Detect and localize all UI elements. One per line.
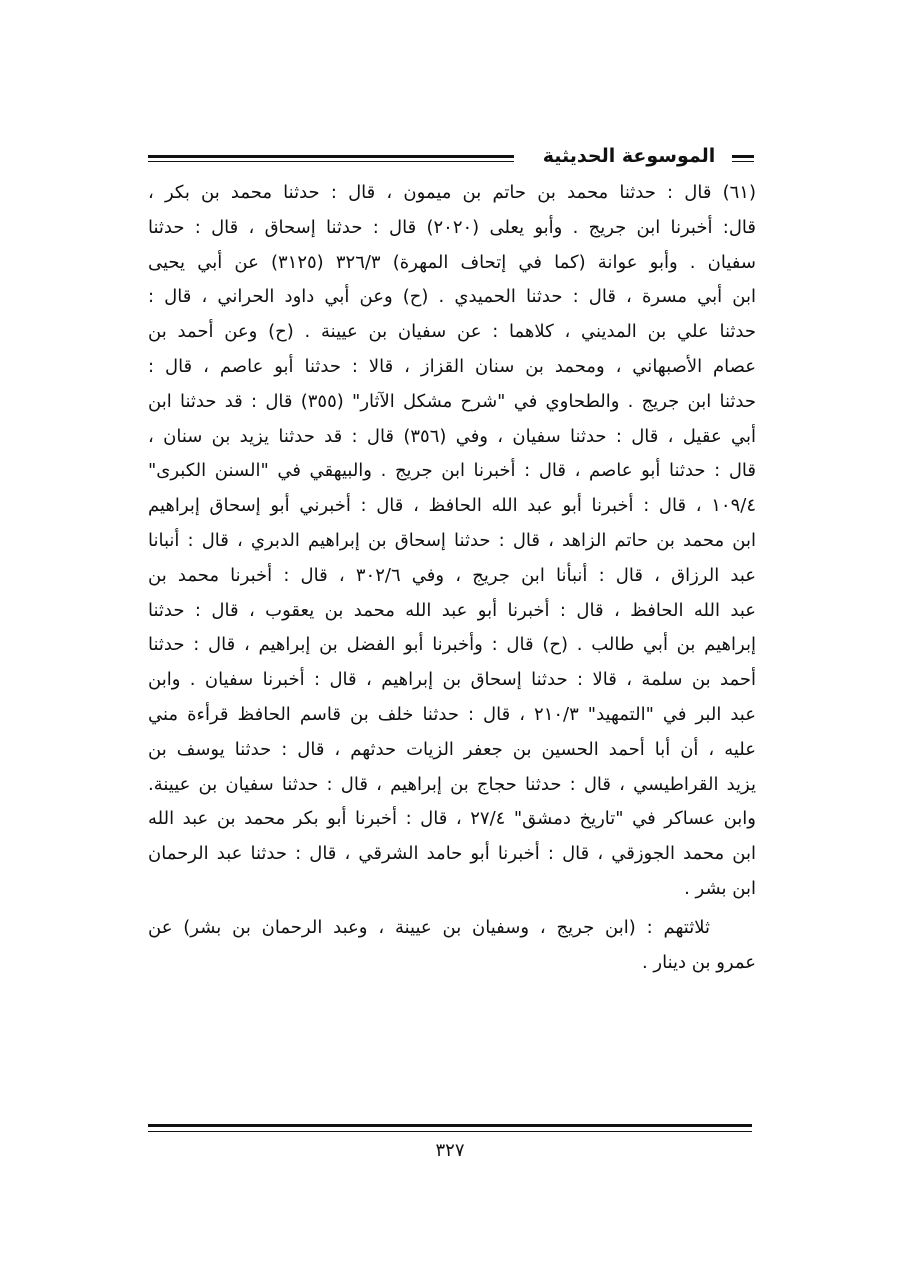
page-number: ٣٢٧ — [435, 1140, 465, 1161]
text-line: عصام الأصبهاني ، ومحمد بن سنان القزاز ، قالا : حدثنا أبو عاصم ، قال : — [148, 355, 756, 377]
text-line: عليه ، أن أبا أحمد الحسين بن جعفر الزيات حدثهم ، قال : حدثنا يوسف بن — [148, 738, 756, 760]
footer-rule — [148, 1124, 752, 1132]
text-line: حدثنا علي بن المديني ، كلاهما : عن سفيان بن عيينة . (ح) وعن أحمد بن — [148, 321, 756, 343]
paragraph-hadith-61 — [148, 176, 756, 907]
text-line: إبراهيم بن أبي طالب . (ح) قال : وأخبرنا أبو الفضل بن إبراهيم ، قال : حدثنا — [148, 634, 756, 656]
text-line: أحمد بن سلمة ، قالا : حدثنا إسحاق بن إبراهيم ، قال : أخبرنا سفيان . وابن — [148, 669, 756, 691]
text-line: عمرو بن دينار . — [641, 951, 756, 973]
text-line: ثلاثتهم : (ابن جريج ، وسفيان بن عيينة ، وعبد الرحمان بن بشر) عن — [148, 916, 710, 938]
text-line: ابن بشر . — [684, 877, 756, 899]
text-line: قال : حدثنا أبو عاصم ، قال : أخبرنا ابن جريج . والبيهقي في "السنن الكبرى" — [148, 460, 756, 482]
text-line: ابن أبي مسرة ، قال : حدثنا الحميدي . (ح) وعن أبي داود الحراني ، قال : — [148, 286, 756, 308]
text-line: عبد الله الحافظ ، قال : أخبرنا أبو عبد الله محمد بن يعقوب ، قال : حدثنا — [148, 599, 756, 621]
running-header — [148, 141, 754, 177]
paragraph-summary — [148, 911, 756, 981]
text-line: يزيد القراطيسي ، قال : حدثنا حجاج بن إبراهيم ، قال : حدثنا سفيان بن عيينة. — [148, 773, 756, 795]
text-line: عبد الرزاق ، قال : أنبأنا ابن جريج ، وفي ٣٠٢/٦ ، قال : أخبرنا محمد بن — [148, 564, 756, 586]
text-line: ابن محمد بن حاتم الزاهد ، قال : حدثنا إسحاق بن إبراهيم الدبري ، قال : أنبانا — [148, 529, 756, 551]
text-line: عبد البر في "التمهيد" ٢١٠/٣ ، قال : حدثنا خلف بن قاسم الحافظ قرأءة مني — [148, 703, 756, 725]
text-line: أبي عقيل ، قال : حدثنا سفيان ، وفي (٣٥٦) قال : قد حدثنا يزيد بن سنان ، — [148, 425, 757, 447]
text-line: قال: أخبرنا ابن جريج . وأبو يعلى (٢٠٢٠) قال : حدثنا إسحاق ، قال : حدثنا — [148, 216, 756, 238]
text-line: سفيان . وأبو عوانة (كما في إتحاف المهرة) ٣٢٦/٣ (٣١٢٥) عن أبي يحيى — [148, 251, 756, 273]
text-line: (٦١) قال : حدثنا محمد بن حاتم بن ميمون ، قال : حدثنا محمد بن بكر ، — [148, 182, 756, 203]
text-line: حدثنا ابن جريج . والطحاوي في "شرح مشكل الآثار" (٣٥٥) قال : قد حدثنا ابن — [148, 390, 756, 412]
text-line: ١٠٩/٤ ، قال : أخبرنا أبو عبد الله الحافظ ، قال : أخبرني أبو إسحاق إبراهيم — [148, 495, 756, 517]
header-title: الموسوعة الحديثية — [542, 145, 716, 167]
body-text — [148, 176, 756, 980]
text-line: ابن محمد الجوزقي ، قال : أخبرنا أبو حامد الشرقي ، قال : حدثنا عبد الرحمان — [148, 843, 756, 865]
header-rule-left — [148, 155, 514, 162]
text-line: وابن عساكر في "تاريخ دمشق" ٢٧/٤ ، قال : أخبرنا أبو بكر محمد بن عبد الله — [148, 808, 756, 830]
